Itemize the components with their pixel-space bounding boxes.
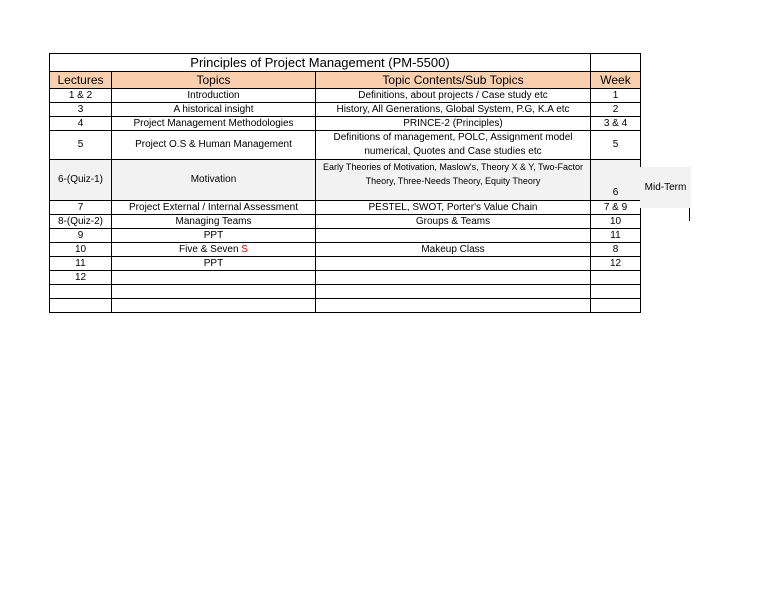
empty-cell[interactable]	[50, 299, 112, 313]
week-cell[interactable]: 1	[591, 89, 641, 103]
empty-row	[50, 285, 641, 299]
week-cell[interactable]: 12	[591, 257, 641, 271]
header-week[interactable]: Week	[591, 72, 641, 89]
table-row	[50, 131, 641, 160]
contents-cell[interactable]: Definitions, about projects / Case study etc	[316, 89, 591, 103]
week-cell[interactable]: 3 & 4	[591, 117, 641, 131]
topic-cell[interactable]: Project Management Methodologies	[112, 117, 316, 131]
contents-cell[interactable]: Makeup Class	[316, 243, 591, 257]
empty-cell[interactable]	[50, 285, 112, 299]
table-row	[50, 257, 641, 271]
table-row	[50, 103, 641, 117]
week-cell[interactable]	[591, 271, 641, 285]
contents-cell[interactable]: History, All Generations, Global System, P.G, K.A etc	[316, 103, 591, 117]
table-row	[50, 117, 641, 131]
empty-cell[interactable]	[591, 299, 641, 313]
topic-cell[interactable]	[112, 271, 316, 285]
lecture-cell[interactable]: 6-(Quiz-1)	[50, 160, 112, 201]
table-row	[50, 243, 641, 257]
contents-cell[interactable]: Definitions of management, POLC, Assignment model numerical, Quotes and Case studies etc	[316, 131, 591, 160]
contents-cell[interactable]: Groups & Teams	[316, 215, 591, 229]
lecture-cell[interactable]: 8-(Quiz-2)	[50, 215, 112, 229]
topic-red-letter: S	[241, 243, 248, 255]
empty-cell[interactable]	[591, 285, 641, 299]
header-contents[interactable]: Topic Contents/Sub Topics	[316, 72, 591, 89]
table-row	[50, 215, 641, 229]
table-row	[50, 201, 641, 215]
week-cell[interactable]: 10	[591, 215, 641, 229]
contents-cell[interactable]: PRINCE-2 (Principles)	[316, 117, 591, 131]
contents-cell[interactable]: PESTEL, SWOT, Porter's Value Chain	[316, 201, 591, 215]
table-row	[50, 271, 641, 285]
table-row	[50, 89, 641, 103]
contents-cell[interactable]: Early Theories of Motivation, Maslow's, Theory X & Y, Two-Factor Theory, Three-Needs Theory, Equity Theory	[316, 160, 591, 201]
topic-cell[interactable]: A historical insight	[112, 103, 316, 117]
contents-cell[interactable]	[316, 271, 591, 285]
topic-cell[interactable]: PPT	[112, 257, 316, 271]
title-empty-cell[interactable]	[591, 54, 641, 72]
contents-cell[interactable]	[316, 229, 591, 243]
lecture-cell[interactable]: 11	[50, 257, 112, 271]
topic-cell[interactable]: PPT	[112, 229, 316, 243]
course-schedule-table	[49, 53, 641, 313]
week-cell[interactable]: 7 & 9	[591, 201, 641, 215]
mid-term-note[interactable]: Mid-Term	[640, 167, 691, 208]
lecture-cell[interactable]: 5	[50, 131, 112, 160]
topic-cell[interactable]: Motivation	[112, 160, 316, 201]
empty-cell[interactable]	[112, 299, 316, 313]
week-cell[interactable]: 6	[591, 160, 641, 201]
lecture-cell[interactable]: 9	[50, 229, 112, 243]
table-row	[50, 229, 641, 243]
lecture-cell[interactable]: 1 & 2	[50, 89, 112, 103]
table-row	[50, 160, 641, 201]
sheet-title[interactable]: Principles of Project Management (PM-5500)	[50, 54, 591, 72]
lecture-cell[interactable]: 4	[50, 117, 112, 131]
header-topics[interactable]: Topics	[112, 72, 316, 89]
topic-text: Five & Seven	[179, 243, 242, 255]
contents-cell[interactable]	[316, 257, 591, 271]
empty-row	[50, 299, 641, 313]
text-cursor	[689, 208, 690, 221]
topic-cell[interactable]: Managing Teams	[112, 215, 316, 229]
lecture-cell[interactable]: 12	[50, 271, 112, 285]
topic-cell[interactable]: Introduction	[112, 89, 316, 103]
week-cell[interactable]: 2	[591, 103, 641, 117]
lecture-cell[interactable]: 10	[50, 243, 112, 257]
header-lectures[interactable]: Lectures	[50, 72, 112, 89]
empty-cell[interactable]	[316, 285, 591, 299]
topic-cell[interactable]	[112, 243, 316, 257]
lecture-cell[interactable]: 7	[50, 201, 112, 215]
lecture-cell[interactable]: 3	[50, 103, 112, 117]
empty-cell[interactable]	[112, 285, 316, 299]
week-cell[interactable]: 8	[591, 243, 641, 257]
topic-cell[interactable]: Project O.S & Human Management	[112, 131, 316, 160]
week-cell[interactable]: 5	[591, 131, 641, 160]
empty-cell[interactable]	[316, 299, 591, 313]
week-cell[interactable]: 11	[591, 229, 641, 243]
topic-cell[interactable]: Project External / Internal Assessment	[112, 201, 316, 215]
